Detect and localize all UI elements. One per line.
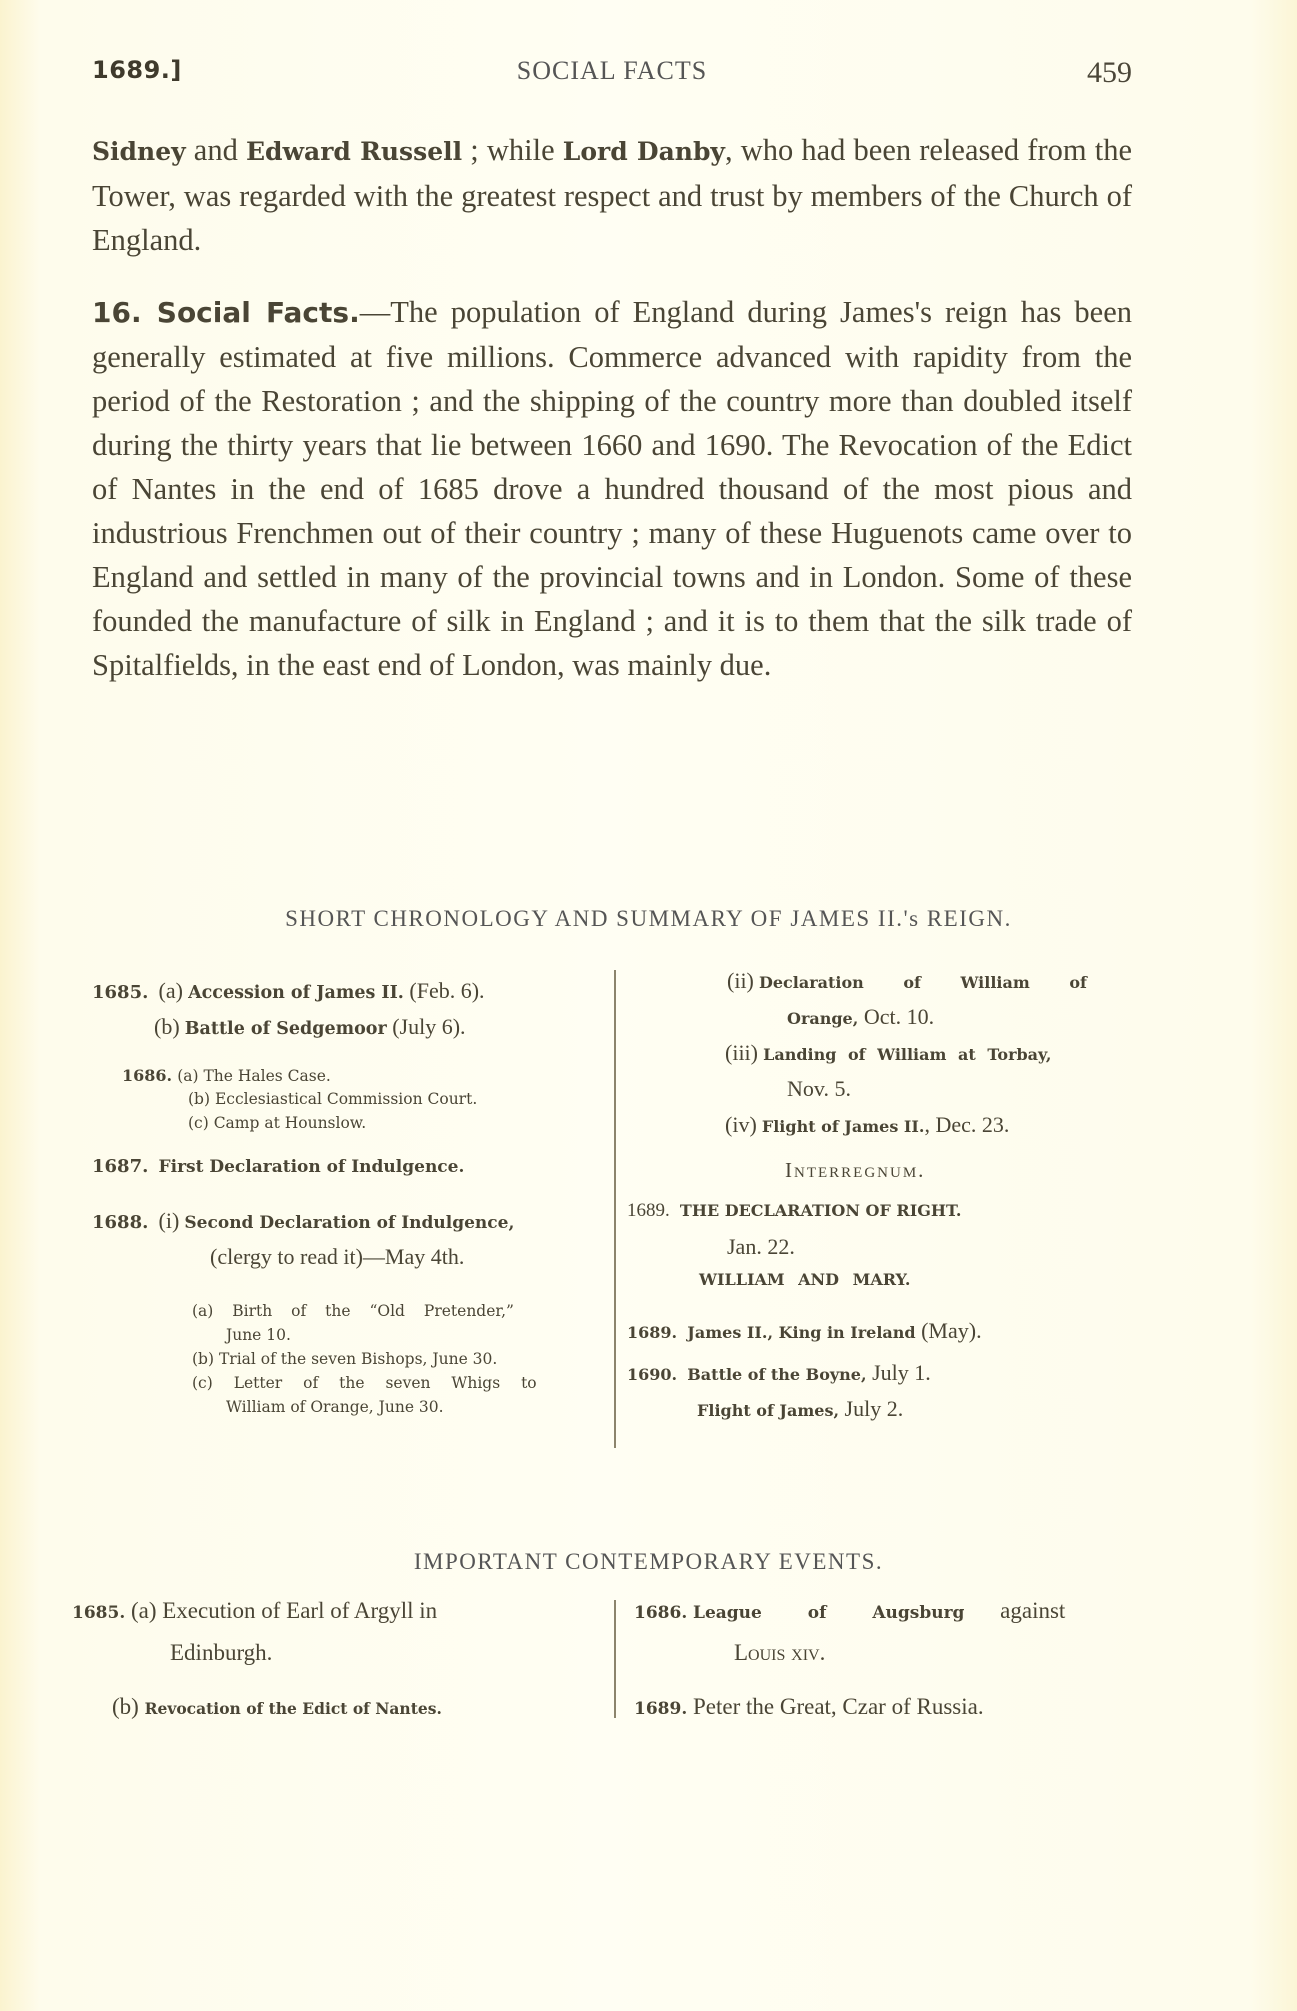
text: and [185, 133, 246, 167]
entry-1686-c: (c) Camp at Hounslow. [188, 1114, 367, 1132]
running-head-year: 1689.] [92, 56, 182, 84]
date: July 1. [866, 1360, 931, 1385]
events-column-divider [614, 1600, 616, 1718]
date: Oct. 10. [858, 1004, 935, 1029]
entry-1686 [122, 1066, 331, 1085]
event: (a) Execution of Earl of Argyll in [130, 1598, 438, 1623]
event: THE DECLARATION OF RIGHT. [679, 1201, 962, 1220]
event: (a) The Hales Case. [177, 1067, 331, 1085]
year: 1689. [627, 1200, 670, 1221]
entry-1690-flight [697, 1396, 903, 1422]
event: Peter the Great, Czar of Russia. [692, 1694, 984, 1719]
event: Landing of William at Torbay, [763, 1045, 1052, 1064]
year: 1690. [627, 1365, 678, 1384]
entry-1688-c: (c) Letter of the seven Whigs to [192, 1374, 537, 1392]
event-1686 [634, 1598, 1065, 1624]
year: 1685. [92, 982, 149, 1003]
name-edward-russell: Edward Russell [245, 137, 463, 166]
label: (ii) [727, 968, 754, 993]
name-lord-danby: Lord Danby [562, 137, 725, 166]
running-head [92, 56, 1132, 96]
entry-1688-i [92, 1208, 514, 1234]
event: James II., King in Ireland [687, 1323, 916, 1342]
event: Flight of James II. [761, 1117, 925, 1136]
column-divider [614, 970, 616, 1448]
date: (July 6). [386, 1014, 466, 1039]
date: (Feb. 6). [403, 978, 485, 1003]
year: 1686. [122, 1066, 173, 1085]
event: Revocation of the Edict of Nantes. [144, 1699, 442, 1718]
event-1686-cont: Louis xiv. [734, 1640, 826, 1665]
date: (May). [915, 1318, 982, 1343]
section-title: 16. Social Facts. [92, 296, 360, 329]
event: Battle of Sedgemoor [184, 1019, 387, 1039]
event-1685-b [112, 1694, 442, 1720]
entry-1687 [92, 1156, 464, 1177]
event: First Declaration of Indulgence. [158, 1157, 465, 1177]
event: Flight of James, [697, 1401, 840, 1420]
section-body: —The population of England during James's reign has been generally estimated at five millions. Commerce advanced with rapidity from the period of the Restoration ; and the shipping of the country more than doubled itself during the thirty years that lie between 1660 and 1690. The Revocation of the Edict of Nantes in the end of 1685 drove a hundred thousand of the most pious and industrious Frenchmen out of their country ; many of these Huguenots came over to England and settled in many of the provincial towns and in London. Some of these founded the manufacture of silk in England ; and it is to them that the silk trade of Spitalfields, in the east end of London, was mainly due. [92, 295, 1133, 682]
running-head-title: SOCIAL FACTS [516, 56, 708, 85]
entry-1685-b [154, 1014, 466, 1040]
entry-1686-b: (b) Ecclesiastical Commission Court. [188, 1090, 478, 1108]
entry-1689-declaration [627, 1200, 961, 1222]
label: (i) [158, 1208, 180, 1233]
entry-1688-iv [725, 1112, 1009, 1138]
entry-1688-ii [727, 968, 1087, 994]
date: , Dec. 23. [924, 1112, 1010, 1137]
section-social-facts [92, 290, 1132, 687]
year: 1686. [634, 1603, 688, 1623]
event: Orange, [787, 1009, 859, 1028]
event-1685-a-cont: Edinburgh. [170, 1640, 273, 1665]
label: (iv) [725, 1112, 757, 1137]
event: Battle of the Boyne, [687, 1365, 867, 1384]
event: Accession of James II. [188, 983, 404, 1003]
date: July 2. [839, 1396, 904, 1421]
label: (iii) [725, 1040, 758, 1065]
william-and-mary: WILLIAM AND MARY. [699, 1270, 911, 1289]
entry-1688-iii-cont: Nov. 5. [787, 1076, 851, 1101]
entry-1685-a [92, 978, 485, 1004]
entry-1689-ireland [627, 1318, 982, 1344]
text: ; while [462, 133, 563, 167]
event: Declaration of William of [758, 973, 1087, 992]
entry-1688-a-cont: June 10. [226, 1326, 291, 1344]
entry-1690-boyne [627, 1360, 931, 1386]
page-number: 459 [1087, 56, 1132, 89]
entry-1688-b: (b) Trial of the seven Bishops, June 30. [192, 1350, 498, 1368]
events-heading: IMPORTANT CONTEMPORARY EVENTS. [413, 1549, 884, 1574]
chronology-heading: SHORT CHRONOLOGY AND SUMMARY OF JAMES II.'s REIGN. [285, 906, 1012, 931]
year: 1689. [634, 1699, 688, 1719]
year: 1689. [627, 1323, 678, 1342]
entry-1688-ii-cont [787, 1004, 934, 1030]
label: (b) [112, 1694, 145, 1719]
interregnum-label: Interregnum. [785, 1158, 926, 1182]
event: League of Augsburg [692, 1603, 965, 1623]
year: 1685. [72, 1603, 126, 1623]
event: Second Declaration of Indulgence, [184, 1213, 515, 1233]
event-rest: against [994, 1598, 1066, 1623]
label: (b) [154, 1014, 180, 1039]
entry-1688-i-cont: (clergy to read it)—May 4th. [210, 1244, 465, 1269]
entry-1688-iii [725, 1040, 1051, 1066]
entry-1688-c-cont: William of Orange, June 30. [226, 1398, 444, 1416]
declaration-date: Jan. 22. [727, 1234, 795, 1259]
paragraph-continuation [92, 128, 1132, 262]
label: (a) [158, 978, 183, 1003]
year: 1688. [92, 1212, 149, 1233]
event-1689 [634, 1694, 984, 1720]
text: , who had been released from the Tower, was regarded with the greatest respect and trust by members of the Church of England. [92, 133, 1132, 257]
name-sidney: Sidney [92, 137, 186, 166]
entry-1688-a: (a) Birth of the “Old Pretender,” [192, 1302, 514, 1320]
year: 1687. [92, 1156, 149, 1177]
event-1685-a [72, 1598, 437, 1624]
